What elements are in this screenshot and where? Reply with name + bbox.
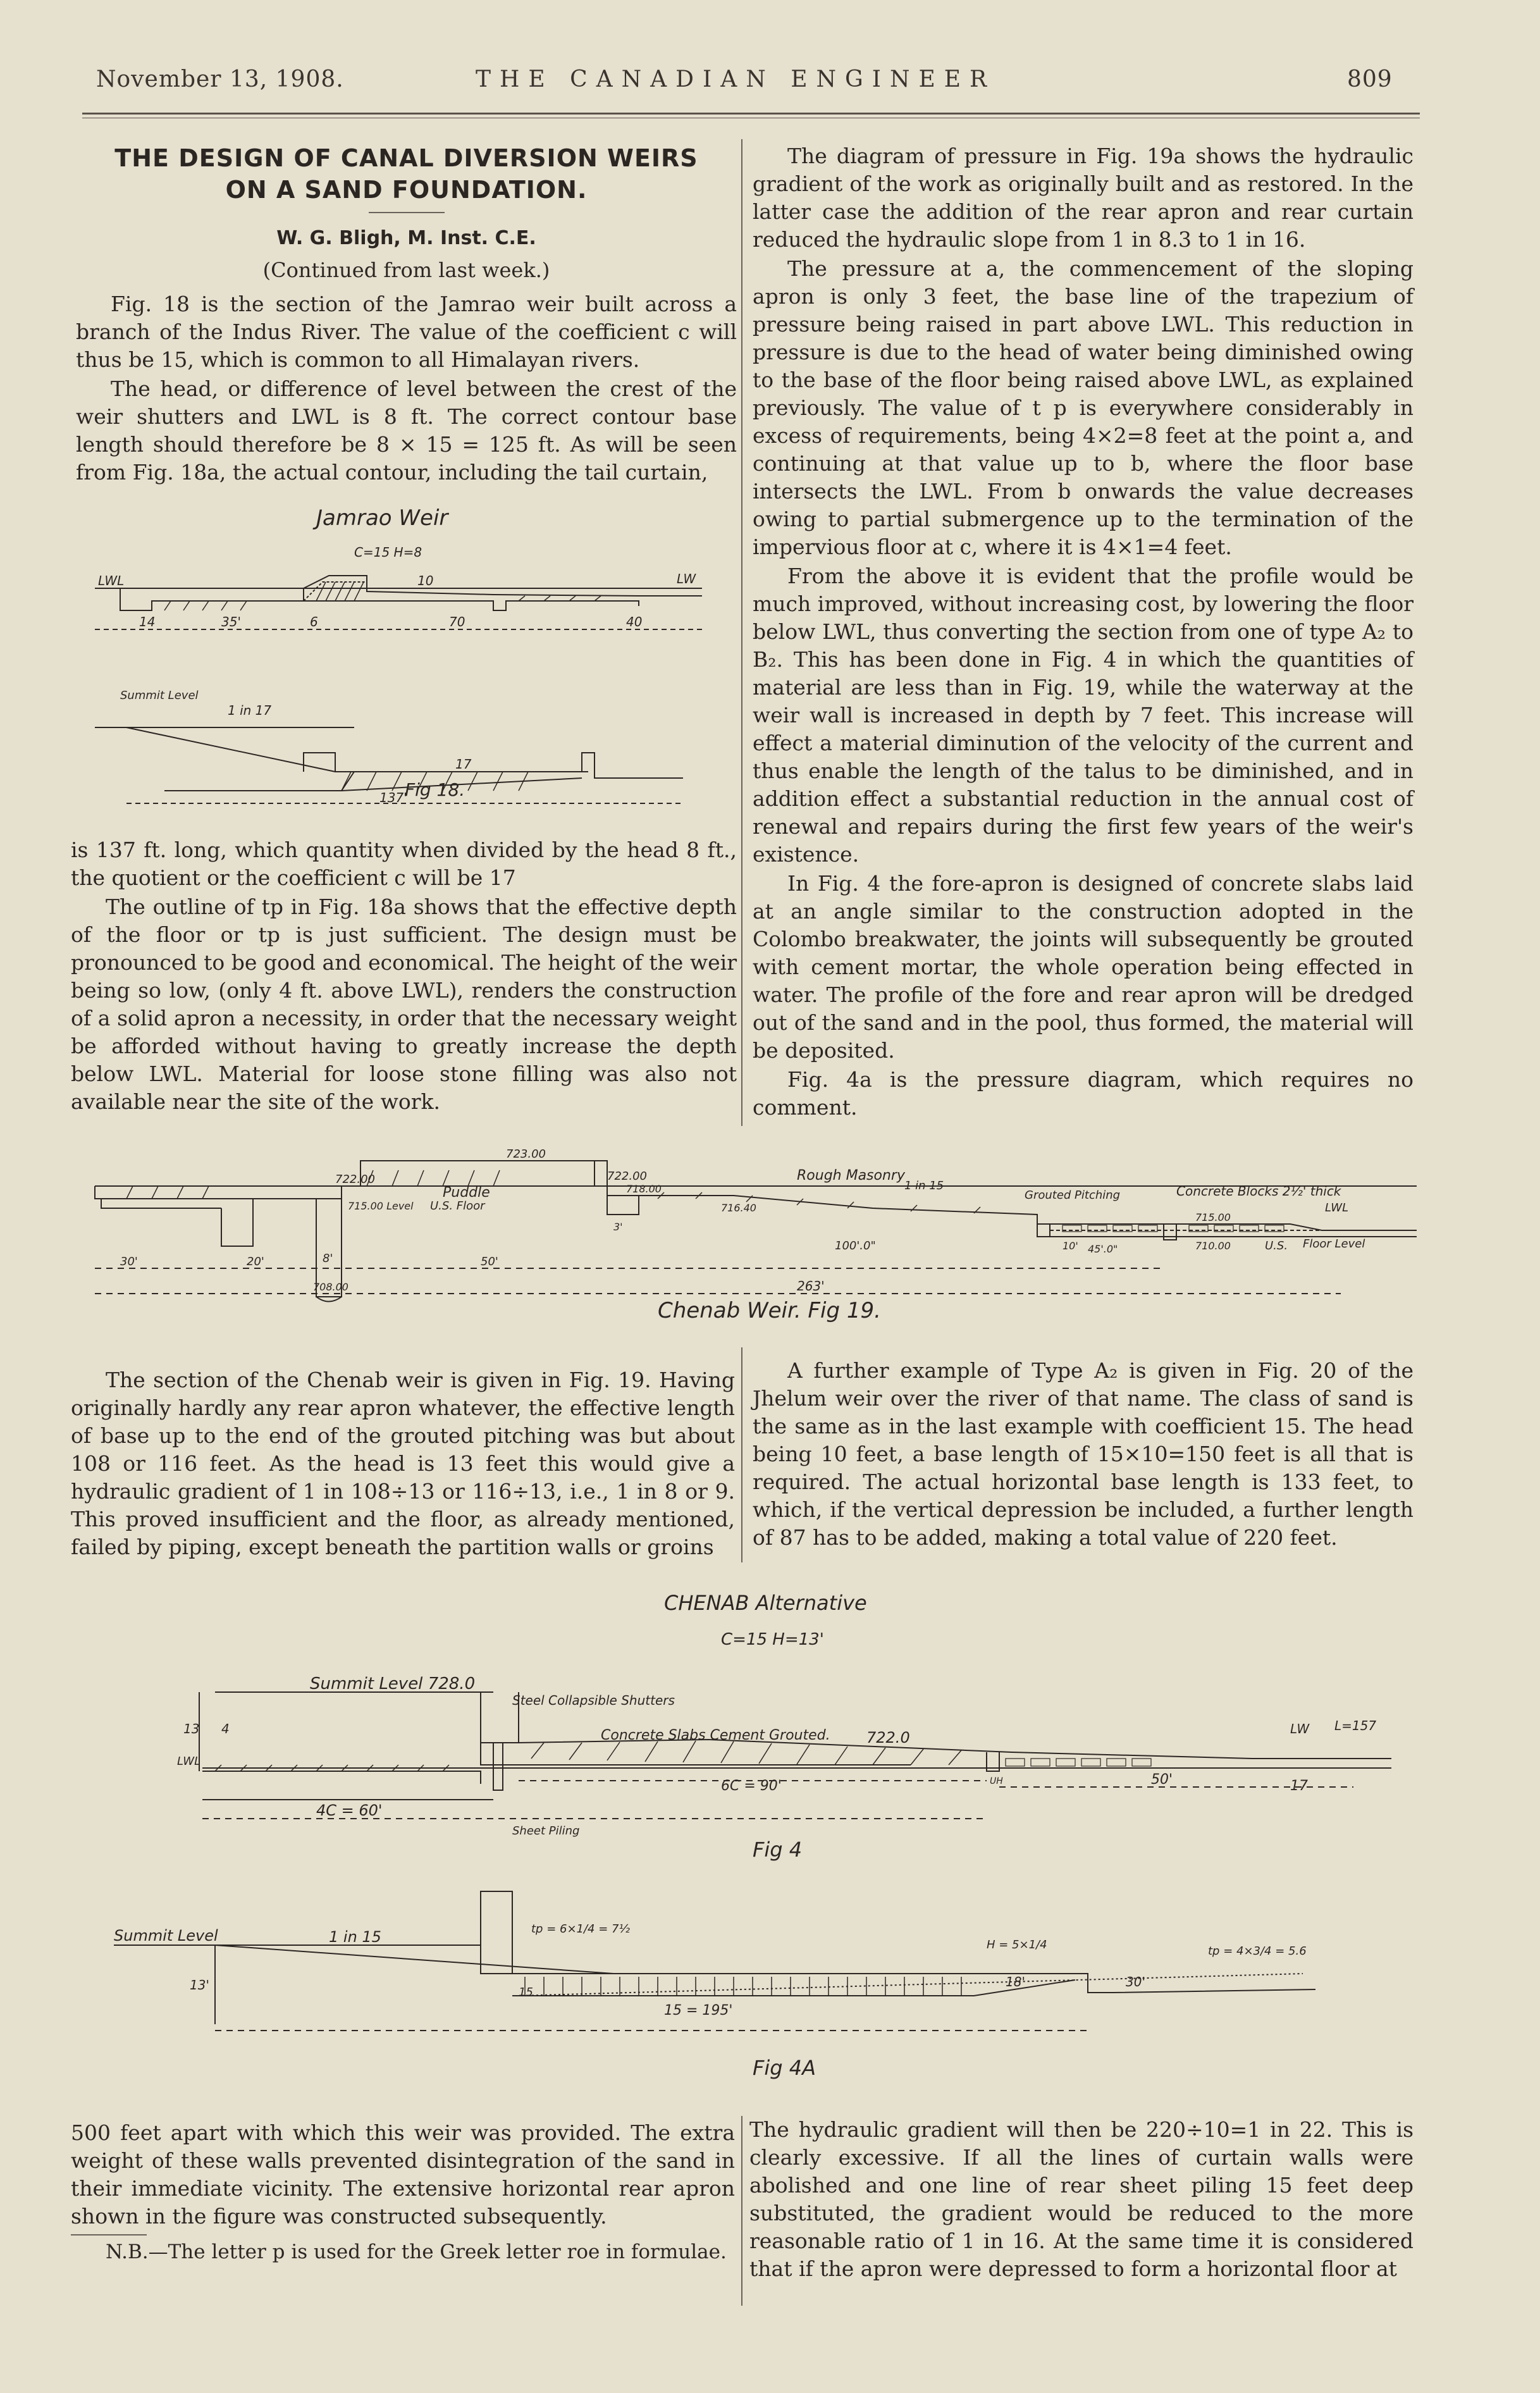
- fig4a-d13: 13': [190, 1977, 209, 1993]
- fig4a-h: H = 5×1/4: [987, 1938, 1047, 1951]
- fig4-h13: 13: [183, 1721, 200, 1736]
- fig19-r718: 718.00: [626, 1183, 662, 1195]
- fig4-lwl: LWL: [177, 1755, 201, 1768]
- fig19-d263: 263': [797, 1278, 825, 1294]
- paragraph: 500 feet apart with which this weir was provided. The extra weight of these walls prevented disintegration of the sand in their immediate vicinity. The extensive horizontal rear apron shown in the figure was constructed subsequently.: [71, 2120, 735, 2229]
- fig4-sub: C=15 H=13': [721, 1630, 824, 1649]
- fig19-puddle: Puddle: [443, 1185, 490, 1201]
- fig19-d45: 45'.0": [1088, 1243, 1118, 1255]
- fig18-dim-35: 35': [221, 614, 241, 629]
- fig4-r722: 722.0: [866, 1729, 910, 1747]
- fig18-sub: C=15 H=8: [354, 545, 422, 560]
- fig19-d3: 3': [613, 1221, 623, 1233]
- fig4-l157: L=157: [1334, 1718, 1377, 1733]
- fig19-caption: Chenab Weir. Fig 19.: [658, 1298, 881, 1323]
- right-column-bottom: [749, 2116, 1414, 2284]
- figure-4a-pressure-diagram: [101, 1885, 1353, 2043]
- paragraph: In Fig. 4 the fore-apron is designed of concrete slabs laid at an angle similar to the construction adopted in the Colombo breakwater, the joints will subsequently be grouted with cement mortar, the whole operation being effected in water. The profile of the fore and rear apron will be dredged out of the sand and in the pool, thus formed, the material will be deposited.: [753, 871, 1414, 1063]
- paragraph: The hydraulic gradient will then be 220÷10=1 in 22. This is clearly excessive. If all the lines of curtain walls were abolished and one line of rear sheet piling 15 feet deep substituted, the gradient would be reduced to the more reasonable ratio of 1 in 16. At the same time it is considered that if the apron were depressed to form a horizontal floor at: [749, 2117, 1414, 2281]
- paragraph: is 137 ft. long, which quantity when divided by the head 8 ft., the quotient or the coefficient c will be 17: [71, 838, 737, 890]
- fig18-lwl-right: LW: [677, 571, 696, 586]
- paragraph: The pressure at a, the commencement of the sloping apron is only 3 feet, the base line of the trapezium of pressure being raised in part above LWL. This reduction in pressure is due to the head of water being diminished owing to the base of the floor being raised above LWL, as explained previously. The value of t p is everywhere considerably in excess of requirements, being 4×2=8 feet at the point a, and continuing at that value up to b, where the floor base intersects the LWL. From b onwards the value decreases owing to partial submergence up to the termination of the impervious floor at c, where it is 4×1=4 feet.: [753, 256, 1414, 559]
- fig19-us-floor: U.S. Floor: [430, 1199, 485, 1213]
- fig4-title: CHENAB Alternative: [664, 1591, 867, 1615]
- fig4a-d195: 15 = 195': [664, 2003, 733, 2019]
- fig18-dim-14: 14: [139, 614, 156, 629]
- fig19-us: U.S.: [1265, 1239, 1288, 1252]
- fig4a-summit: Summit Level: [114, 1927, 218, 1945]
- fig19-slope: 1 in 15: [904, 1179, 944, 1192]
- fig19-concrete: Concrete Blocks 2½' thick: [1176, 1184, 1341, 1199]
- column-divider-bottom: [741, 2116, 742, 2306]
- fig4a-slope: 1 in 15: [329, 1928, 381, 1946]
- continued-note: (Continued from last week.): [262, 258, 550, 282]
- fig19-rough: Rough Masonry: [797, 1168, 905, 1184]
- fig4-lw: LW: [1290, 1721, 1310, 1736]
- fig19-d100: 100'.0": [835, 1239, 876, 1252]
- fig4-uh: UH: [990, 1776, 1003, 1786]
- column-divider-mid: [741, 1347, 742, 1562]
- right-column-lower: [753, 1357, 1414, 1553]
- paragraph: The head, or difference of level between the crest of the weir shutters and LWL is 8 ft. The correct contour base length should therefore be 8 × 15 = 125 ft. As will be seen from Fig. 18a, the actual contour, including the tail curtain,: [76, 376, 737, 485]
- fig19-l722: 722.00: [335, 1173, 375, 1186]
- fig19-r710: 710.00: [1195, 1240, 1231, 1252]
- fig19-lwl: LWL: [1325, 1201, 1349, 1215]
- fig18-dim-6: 6: [310, 614, 318, 629]
- fig4-d6c: 6C = 90': [721, 1778, 782, 1794]
- fig4-sheet: Sheet Piling: [512, 1824, 580, 1838]
- fig18-dim-70: 70: [449, 614, 465, 629]
- fig18-slope: 1 in 17: [228, 703, 272, 718]
- right-column-top: [753, 142, 1414, 1123]
- fig19-d20: 20': [247, 1255, 264, 1268]
- fig4-d4c: 4C = 60': [316, 1802, 383, 1819]
- fig18-dim-40: 40: [626, 614, 643, 629]
- figure-4-chenab-alternative: [139, 1581, 1391, 1879]
- fig19-r722: 722.00: [607, 1170, 647, 1183]
- fig19-d10: 10': [1063, 1240, 1078, 1252]
- fig19-d8: 8': [323, 1252, 333, 1265]
- paragraph: The outline of tp in Fig. 18a shows that the effective depth of the floor or tp is just sufficient. The design must be pronounced to be good and economical. The height of the weir being so low, (only 4 ft. above LWL), renders the construction of a solid apron a necessity, in order that the necessary weight be afforded without having to greatly increase the depth below LWL. Material for loose stone filling was also not available near the site of the work.: [71, 894, 737, 1114]
- fig19-d50: 50': [481, 1255, 498, 1268]
- left-column-lower: [71, 1366, 735, 1562]
- fig19-r716: 716.40: [721, 1202, 756, 1214]
- fig19-grouted: Grouted Pitching: [1025, 1189, 1121, 1202]
- fig4-summit: Summit Level 728.0: [310, 1674, 476, 1693]
- fig18-caption: Fig 18.: [405, 779, 465, 800]
- figure-18-jamrao-weir: [38, 500, 740, 829]
- header-publication: THE CANADIAN ENGINEER: [476, 66, 996, 92]
- header-page-number: 809: [1347, 66, 1393, 92]
- fig19-r708: 708.00: [313, 1281, 348, 1293]
- fig18-dim-10: 10: [417, 573, 434, 588]
- paragraph: Fig. 18 is the section of the Jamrao weir built across a branch of the Indus River. The value of the coefficient c will thus be 15, which is common to all Himalayan rivers.: [76, 292, 737, 372]
- fig19-top-level: 723.00: [506, 1147, 546, 1161]
- header-rule: [82, 113, 1420, 114]
- paragraph: From the above it is evident that the profile would be much improved, without increasing cost, by lowering the floor below LWL, thus converting the section from one of type A₂ to B₂. This has been done in Fig. 4 in which the quantities of material are less than in Fig. 19, while the waterway at the weir wall is increased in depth by 7 feet. This increase will effect a material diminution of the velocity of the current and thus enable the length of the talus to be diminished, and in addition effect a substantial reduction in the annual cost of renewal and repairs during the first few years of the weir's existence.: [753, 564, 1414, 867]
- paragraph: Fig. 4a is the pressure diagram, which requires no comment.: [753, 1067, 1414, 1120]
- article-author: W. G. Bligh, M. Inst. C.E.: [276, 227, 536, 249]
- left-column-top: [76, 142, 737, 488]
- fig18-dim-17: 17: [455, 757, 472, 772]
- fig4a-d18: 18': [1006, 1974, 1025, 1989]
- fig4-caption: Fig 4: [753, 1838, 803, 1862]
- title-rule: [369, 212, 445, 213]
- fig4a-d15: 15: [519, 1986, 533, 1999]
- fig19-floor-level: Floor Level: [1303, 1237, 1365, 1251]
- fig19-r715: 715.00: [1195, 1211, 1231, 1223]
- fig19-level: 715.00 Level: [348, 1200, 414, 1212]
- fig4-steel: Steel Collapsible Shutters: [512, 1693, 675, 1708]
- footnote: N.B.—The letter p is used for the Greek letter roe in formulae.: [106, 2241, 727, 2263]
- article-title: THE DESIGN OF CANAL DIVERSION WEIRS ON A SAND FOUNDATION.: [114, 144, 698, 204]
- fig4-d17: 17: [1290, 1778, 1308, 1794]
- column-divider-top: [741, 139, 742, 1126]
- fig4-d4: 4: [221, 1721, 230, 1736]
- fig19-d30: 30': [120, 1255, 138, 1268]
- fig4-d50: 50': [1151, 1772, 1173, 1788]
- fig4a-tp2: tp = 4×3/4 = 5.6: [1208, 1945, 1307, 1958]
- fig4a-d30: 30': [1126, 1974, 1145, 1989]
- left-column-bottom: [71, 2119, 735, 2267]
- header-date: November 13, 1908.: [96, 66, 344, 92]
- fig18-summit: Summit Level: [120, 689, 199, 702]
- fig4-concrete: Concrete Slabs Cement Grouted.: [601, 1728, 830, 1743]
- paragraph: A further example of Type A₂ is given in Fig. 20 of the Jhelum weir over the river of that name. The class of sand is the same as in the last example with coefficient 15. The head being 10 feet, a base length of 15×10=150 feet is all that is required. The actual horizontal base length is 133 feet, to which, if the vertical depression be included, a further length of 87 has to be added, making a total value of 220 feet.: [753, 1358, 1414, 1550]
- fig4a-tp1: tp = 6×1/4 = 7½: [531, 1922, 630, 1936]
- paragraph: The section of the Chenab weir is given in Fig. 19. Having originally hardly any rear apron whatever, the effective length of base up to the end of the grouted pitching was but about 108 or 116 feet. As the head is 13 feet this would give a hydraulic gradient of 1 in 108÷13 or 116÷13, i.e., 1 in 8 or 9. This proved insufficient and the floor, as already mentioned, failed by piping, except beneath the partition walls or groins: [71, 1368, 735, 1559]
- fig18-title: Jamrao Weir: [316, 505, 448, 531]
- paragraph: The diagram of pressure in Fig. 19a shows the hydraulic gradient of the work as originally built and as restored. In the latter case the addition of the rear apron and rear curtain reduced the hydraulic slope from 1 in 8.3 to 1 in 16.: [753, 144, 1414, 252]
- fig18-dim-137: 137': [379, 790, 407, 805]
- left-column-mid: [71, 836, 737, 1117]
- fig18-lwl: LWL: [98, 573, 125, 588]
- fig4a-caption: Fig 4A: [753, 2056, 816, 2080]
- footnote-rule: [71, 2234, 147, 2235]
